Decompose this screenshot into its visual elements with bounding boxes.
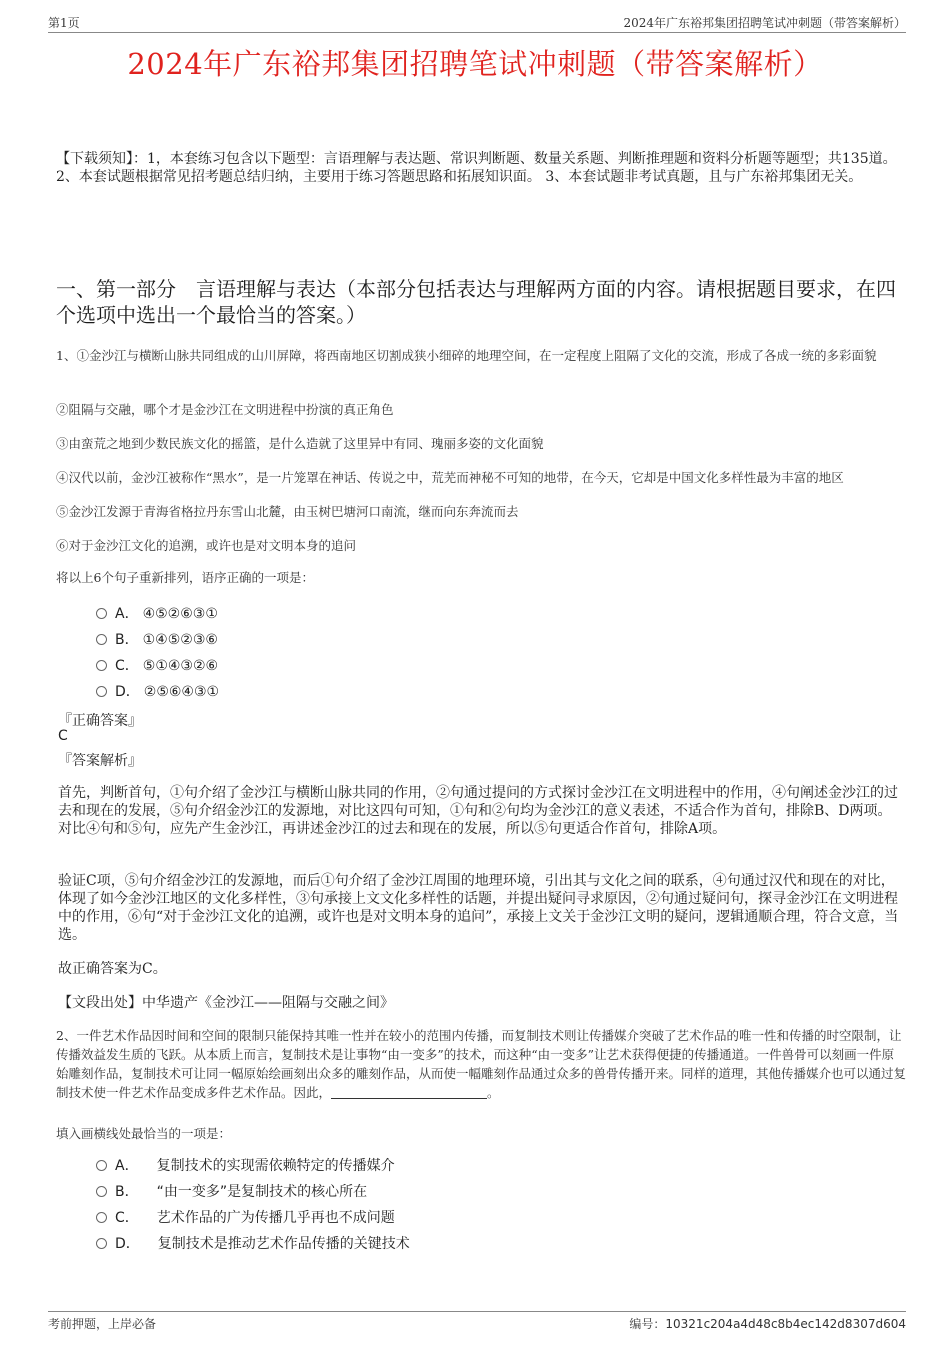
radio-icon[interactable] xyxy=(96,1212,107,1223)
q1-prompt: 将以上6个句子重新排列，语序正确的一项是： xyxy=(56,570,314,585)
text-source: 【文段出处】中华遗产《金沙江——阻隔与交融之间》 xyxy=(58,995,394,1011)
q1-sentence-5: ⑤金沙江发源于青海省格拉丹东雪山北麓，由玉树巴塘河口南流，继而向东奔流而去 xyxy=(56,504,519,519)
document-title: 2024年广东裕邦集团招聘笔试冲刺题（带答案解析） xyxy=(127,47,823,81)
q2-option-a[interactable]: A． 复制技术的实现需依赖特定的传播媒介 xyxy=(96,1156,395,1176)
document-code: 编号：10321c204a4d48c8b4ec142d8307d604 xyxy=(629,1317,906,1331)
section-heading: 一、第一部分 言语理解与表达（本部分包括表达与理解两方面的内容。请根据题目要求，在四个选项中选出一个最恰当的答案。） xyxy=(56,277,896,327)
q1-sentence-1: 1、①金沙江与横断山脉共同组成的山川屏障，将西南地区切割成狭小细碎的地理空间，在一定程度上阻隔了文化的交流，形成了各成一统的多彩面貌 xyxy=(56,348,877,363)
q2-option-c[interactable]: C． 艺术作品的广为传播几乎再也不成问题 xyxy=(96,1208,395,1228)
page-footer xyxy=(48,1311,906,1330)
q1-sentence-2: ②阻隔与交融，哪个才是金沙江在文明进程中扮演的真正角色 xyxy=(56,402,394,417)
q2-prompt: 填入画横线处最恰当的一项是： xyxy=(56,1126,232,1141)
footer-slogan: 考前押题，上岸必备 xyxy=(48,1317,157,1331)
q2-stem: 2、一件艺术作品因时间和空间的限制只能保持其唯一性并在较小的范围内传播，而复制技术则让传播媒介突破了艺术作品的唯一性和传播的时空限制，让传播效益发生质的飞跃。从本质上而言，复制技术是让事物“由一变多”的技术，而这种“由一变多”让艺术获得便捷的传播通道。一件兽骨可以刻画一件原始雕刻作品，复制技术可让同一幅原始绘画刻出众多的雕刻作品，从而使一幅雕刻作品通过众多的兽骨传播开来。同样的道理，其他传播媒介也可以通过复制技术使一件艺术作品变成多件艺术作品。因此， 。 xyxy=(56,1028,907,1100)
radio-icon[interactable] xyxy=(96,1186,107,1197)
analysis-paragraph-2: 验证C项，⑤句介绍金沙江的发源地，而后①句介绍了金沙江周围的地理环境，引出其与文化之间的联系，④句通过汉代和现在的对比，体现了如今金沙江地区的文化多样性，③句承接上文文化多样性的话题，并提出疑问寻求原因，②句通过疑问句，探寻金沙江在文明进程中的作用，⑥句“对于金沙江文化的追溯，或许也是对文明本身的追问”，承接上文关于金沙江文明的疑问，逻辑通顺合理，符合文意，当选。 xyxy=(58,873,899,943)
radio-icon[interactable] xyxy=(96,608,107,619)
header-doc-title: 2024年广东裕邦集团招聘笔试冲刺题（带答案解析） xyxy=(623,16,906,30)
radio-icon[interactable] xyxy=(96,660,107,671)
q2-option-d[interactable]: D． 复制技术是推动艺术作品传播的关键技术 xyxy=(96,1234,410,1254)
q1-option-a[interactable]: A． ④⑤②⑥③① xyxy=(96,604,218,624)
radio-icon[interactable] xyxy=(96,1238,107,1249)
analysis-paragraph-1: 首先，判断首句，①句介绍了金沙江与横断山脉共同的作用，②句通过提问的方式探讨金沙江在文明进程中的作用，④句阐述金沙江的过去和现在的发展，⑤句介绍金沙江的发源地，对比这四句可知，①句和②句均为金沙江的意义表述，不适合作为首句，排除B、D两项。对比④句和⑤句，应先产生金沙江，再讲述金沙江的过去和现在的发展，所以⑤句更适合作首句，排除A项。 xyxy=(58,785,898,837)
answer-value: C xyxy=(58,728,68,744)
q1-option-c[interactable]: C． ⑤①④③②⑥ xyxy=(96,656,218,676)
q1-option-d[interactable]: D． ②⑤⑥④③① xyxy=(96,682,219,702)
q1-sentence-4: ④汉代以前，金沙江被称作“黑水”，是一片笼罩在神话、传说之中，荒芜而神秘不可知的地带，在今天，它却是中国文化多样性最为丰富的地区 xyxy=(56,470,844,485)
q2-option-b[interactable]: B． “由一变多”是复制技术的核心所在 xyxy=(96,1182,367,1202)
radio-icon[interactable] xyxy=(96,686,107,697)
answer-label: 『正确答案』 xyxy=(58,713,142,729)
page-header xyxy=(48,14,906,33)
q1-sentence-6: ⑥对于金沙江文化的追溯，或许也是对文明本身的追问 xyxy=(56,538,357,553)
radio-icon[interactable] xyxy=(96,634,107,645)
analysis-conclusion: 故正确答案为C。 xyxy=(58,961,167,977)
q1-option-b[interactable]: B． ①④⑤②③⑥ xyxy=(96,630,218,650)
q1-sentence-3: ③由蛮荒之地到少数民族文化的摇篮，是什么造就了这里异中有同、瑰丽多姿的文化面貌 xyxy=(56,436,544,451)
radio-icon[interactable] xyxy=(96,1160,107,1171)
page-number: 第1页 xyxy=(48,16,80,30)
download-notice: 【下载须知】：1，本套练习包含以下题型：言语理解与表达题、常识判断题、数量关系题、判断推理题和资料分析题等题型；共135道。 2、本套试题根据常见招考题总结归纳，主要用于练习答题思路和拓展知识面。 3、本套试题非考试真题，且与广东裕邦集团无关。 xyxy=(56,151,897,185)
analysis-label: 『答案解析』 xyxy=(58,753,142,769)
fill-blank-line xyxy=(331,1085,487,1099)
